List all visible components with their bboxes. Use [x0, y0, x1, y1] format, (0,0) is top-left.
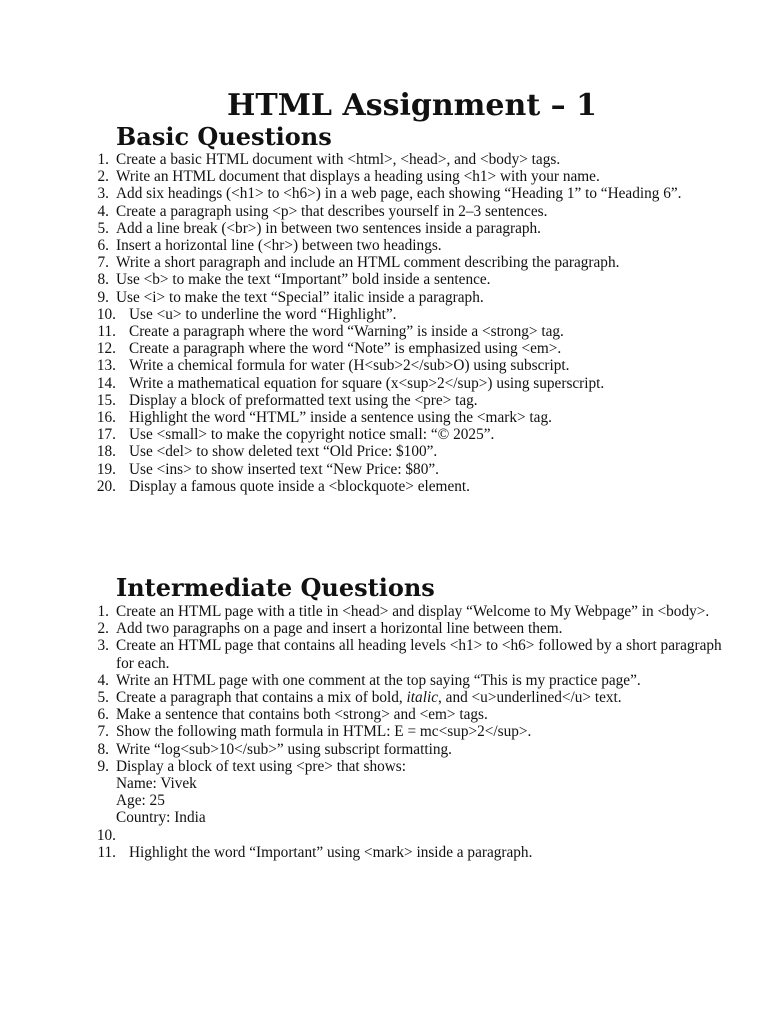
list-item: [0, 271, 768, 288]
item-number: 11.: [97, 843, 116, 861]
item-text: Use <ins> to show inserted text “New Price: $80”.: [129, 460, 439, 478]
item-number: 8.: [97, 271, 109, 289]
item-text: Add two paragraphs on a page and insert a horizontal line between them.: [116, 620, 563, 638]
item-text: Highlight the word “HTML” inside a sentence using the <mark> tag.: [129, 409, 552, 427]
item-text: Write a chemical formula for water (H<sub>2</sub>O) using subscript.: [129, 357, 570, 375]
item-number: 6.: [97, 706, 109, 724]
item-number: 20.: [96, 477, 116, 495]
item-text: Use <u> to underline the word “Highlight”.: [129, 305, 397, 323]
item-text: Use <b> to make the text “Important” bold inside a sentence.: [116, 271, 491, 289]
pre-line: Name: Vivek: [116, 775, 197, 793]
item-number: 2.: [97, 620, 109, 638]
item-number: 9.: [97, 757, 109, 775]
item-number: 4.: [97, 671, 109, 689]
list-item: [0, 340, 768, 357]
list-item: [0, 375, 768, 392]
item-text: Add a line break (<br>) in between two sentences inside a paragraph.: [116, 219, 542, 237]
list-item: [0, 237, 768, 254]
list-item: [0, 185, 768, 202]
item-number: 18.: [96, 443, 116, 461]
list-item: [0, 323, 768, 340]
item-text: Show the following math formula in HTML: E = mc<sup>2</sup>.: [116, 723, 532, 741]
item-text: Create a paragraph where the word “Warning” is inside a <strong> tag.: [129, 323, 564, 341]
list-item: [0, 151, 768, 168]
item-text: [116, 689, 622, 706]
basic-questions-list: [0, 151, 768, 495]
item-number: 3.: [97, 185, 109, 203]
list-item: [0, 409, 768, 426]
item-text: Create a paragraph where the word “Note” is emphasized using <em>.: [129, 340, 562, 358]
item-text: Write an HTML page with one comment at the top saying “This is my practice page”.: [116, 671, 641, 689]
item-text: Write an HTML document that displays a heading using <h1> with your name.: [116, 168, 600, 186]
list-item: [0, 426, 768, 443]
item-number: 14.: [96, 374, 116, 392]
item-text: [116, 758, 728, 827]
item-number: 5.: [97, 219, 109, 237]
item-number: 3.: [97, 637, 109, 655]
item-text: Write a short paragraph and include an HTML comment describing the paragraph.: [116, 254, 620, 272]
basic-questions-heading: Basic Questions: [116, 122, 332, 151]
item-number: 5.: [97, 689, 109, 707]
item-number: 17.: [96, 426, 116, 444]
item-text-main: Display a block of text using <pre> that shows:: [116, 757, 407, 775]
list-item: [0, 620, 768, 637]
list-item: [0, 706, 768, 723]
list-item: [0, 461, 768, 478]
item-number: 9.: [97, 288, 109, 306]
item-text: Display a block of preformatted text using the <pre> tag.: [129, 391, 478, 409]
item-text: Use <small> to make the copyright notice small: “© 2025”.: [129, 426, 495, 444]
item-text: Display a famous quote inside a <blockquote> element.: [129, 477, 470, 495]
item-text: Highlight the word “Important” using <mark> inside a paragraph.: [129, 843, 533, 861]
list-item: [0, 603, 768, 620]
list-item: [0, 672, 768, 689]
list-item: [0, 637, 768, 671]
item-number: 1.: [97, 151, 109, 168]
item-number: 1.: [97, 603, 109, 620]
item-text: Create an HTML page that contains all heading levels <h1> to <h6> followed by a short paragraph for each.: [116, 637, 722, 672]
item-number: 4.: [97, 202, 109, 220]
item-text: Write a mathematical equation for square (x<sup>2</sup>) using superscript.: [129, 374, 605, 392]
list-item: [0, 254, 768, 271]
item-text-before: Create a paragraph that contains a mix of bold,: [116, 689, 407, 707]
list-item: [0, 203, 768, 220]
item-text: Create an HTML page with a title in <head> and display “Welcome to My Webpage” in <body>.: [116, 603, 710, 620]
list-item: [0, 306, 768, 323]
item-number: 19.: [96, 460, 116, 478]
item-text: Create a basic HTML document with <html>, <head>, and <body> tags.: [116, 151, 561, 168]
item-number: 8.: [97, 740, 109, 758]
item-number: 12.: [96, 340, 116, 358]
list-item: [0, 357, 768, 374]
list-item: [0, 844, 768, 861]
item-number: 7.: [97, 723, 109, 741]
item-number: 10.: [96, 826, 116, 844]
item-text: Use <i> to make the text “Special” italic inside a paragraph.: [116, 288, 484, 306]
italic-word: italic: [406, 689, 438, 707]
item-text: Insert a horizontal line (<hr>) between two headings.: [116, 237, 442, 255]
item-text-after: , and <u>underlined</u> text.: [438, 689, 622, 707]
list-item: [0, 758, 768, 827]
item-text: Make a sentence that contains both <strong> and <em> tags.: [116, 706, 488, 724]
item-number: 6.: [97, 237, 109, 255]
item-text: Add six headings (<h1> to <h6>) in a web page, each showing “Heading 1” to “Heading 6”.: [116, 185, 682, 203]
page-title: HTML Assignment – 1: [227, 88, 597, 123]
intermediate-questions-heading: Intermediate Questions: [116, 573, 435, 602]
list-item: [0, 741, 768, 758]
list-item: [0, 392, 768, 409]
item-number: 11.: [97, 323, 116, 341]
list-item: [0, 168, 768, 185]
list-item: [0, 289, 768, 306]
intermediate-questions-list: [0, 603, 768, 861]
pre-line: Age: 25: [116, 792, 165, 810]
list-item: [0, 220, 768, 237]
item-text: Use <del> to show deleted text “Old Price: $100”.: [129, 443, 438, 461]
item-number: 16.: [96, 409, 116, 427]
list-item: [0, 478, 768, 495]
item-number: 2.: [97, 168, 109, 186]
list-item: [0, 443, 768, 460]
item-number: 7.: [97, 254, 109, 272]
item-text: Write “log<sub>10</sub>” using subscript formatting.: [116, 740, 452, 758]
list-item: [0, 827, 768, 844]
list-item: [0, 689, 768, 706]
item-number: 10.: [96, 305, 116, 323]
list-item: [0, 723, 768, 740]
item-text: Create a paragraph using <p> that describes yourself in 2–3 sentences.: [116, 202, 548, 220]
item-number: 13.: [96, 357, 116, 375]
pre-line: Country: India: [116, 809, 206, 827]
item-number: 15.: [96, 391, 116, 409]
